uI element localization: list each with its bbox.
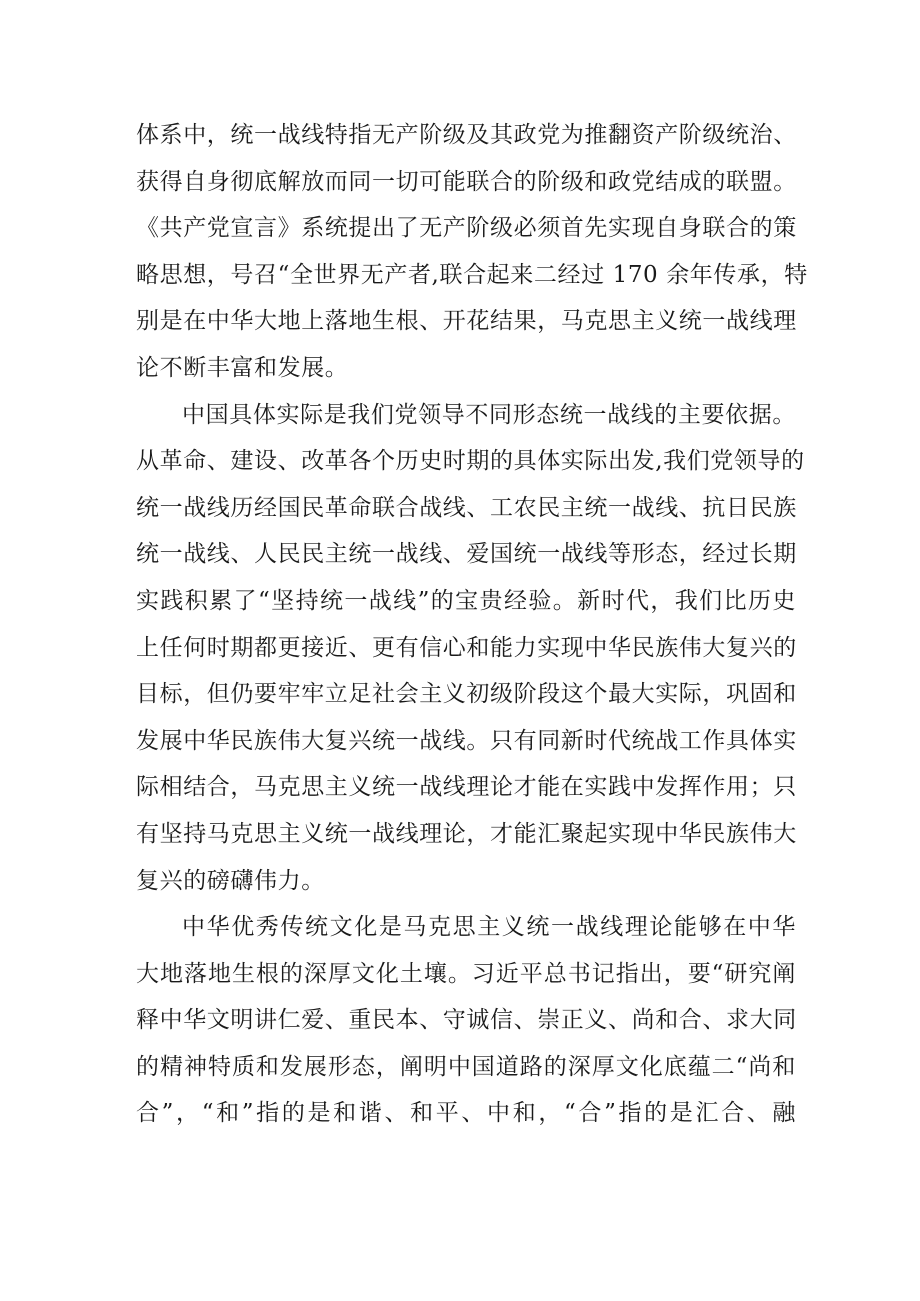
text-line: 发展中华民族伟大复兴统一战线。只有同新时代统战工作具体实 — [136, 727, 797, 754]
text-line: 统一战线历经国民革命联合战线、工农民主统一战线、抗日民族 — [136, 494, 797, 521]
text-line: 目标，但仍要牢牢立足社会主义初级阶段这个最大实际，巩固和 — [136, 681, 797, 708]
text-line: 合”，“和”指的是和谐、和平、中和，“合”指的是汇合、融 — [136, 1100, 796, 1127]
text-line: 的精神特质和发展形态，阐明中国道路的深厚文化底蕴二“尚和 — [136, 1053, 796, 1080]
text-line: 释中华文明讲仁爱、重民本、守诚信、崇正义、尚和合、求大同 — [136, 1007, 797, 1034]
text-line: 有坚持马克思主义统一战线理论，才能汇聚起实现中华民族伟大 — [136, 820, 797, 847]
text-line: 别是在中华大地上落地生根、开花结果，马克思主义统一战线理 — [136, 308, 797, 335]
text-line: 中国具体实际是我们党领导不同形态统一战线的主要依据。 — [182, 401, 796, 428]
text-line: 统一战线、人民民主统一战线、爱国统一战线等形态，经过长期 — [136, 541, 797, 568]
text-line: 《共产党宣言》系统提出了无产阶级必须首先实现自身联合的策 — [136, 215, 797, 242]
text-line: 获得自身彻底解放而同一切可能联合的阶级和政党结成的联盟。 — [136, 168, 797, 195]
text-line: 际相结合，马克思主义统一战线理论才能在实践中发挥作用；只 — [136, 774, 797, 801]
body-text — [136, 112, 808, 1137]
text-line: 中华优秀传统文化是马克思主义统一战线理论能够在中华 — [182, 914, 796, 941]
text-line: 上任何时期都更接近、更有信心和能力实现中华民族伟大复兴的 — [136, 634, 797, 661]
text-line: 复兴的磅礴伟力。 — [136, 867, 325, 894]
text-line: 略思想，号召“全世界无产者,联合起来二经过 170 余年传承，特 — [136, 261, 808, 288]
text-line: 从革命、建设、改革各个历史时期的具体实际出发,我们党领导的 — [136, 448, 805, 475]
text-line: 体系中，统一战线特指无产阶级及其政党为推翻资产阶级统治、 — [136, 122, 797, 148]
text-line: 大地落地生根的深厚文化土壤。习近平总书记指出，要“研究阐 — [136, 960, 796, 987]
text-line: 实践积累了“坚持统一战线”的宝贵经验。新时代，我们比历史 — [136, 587, 796, 614]
text-line: 论不断丰富和发展。 — [136, 354, 349, 381]
